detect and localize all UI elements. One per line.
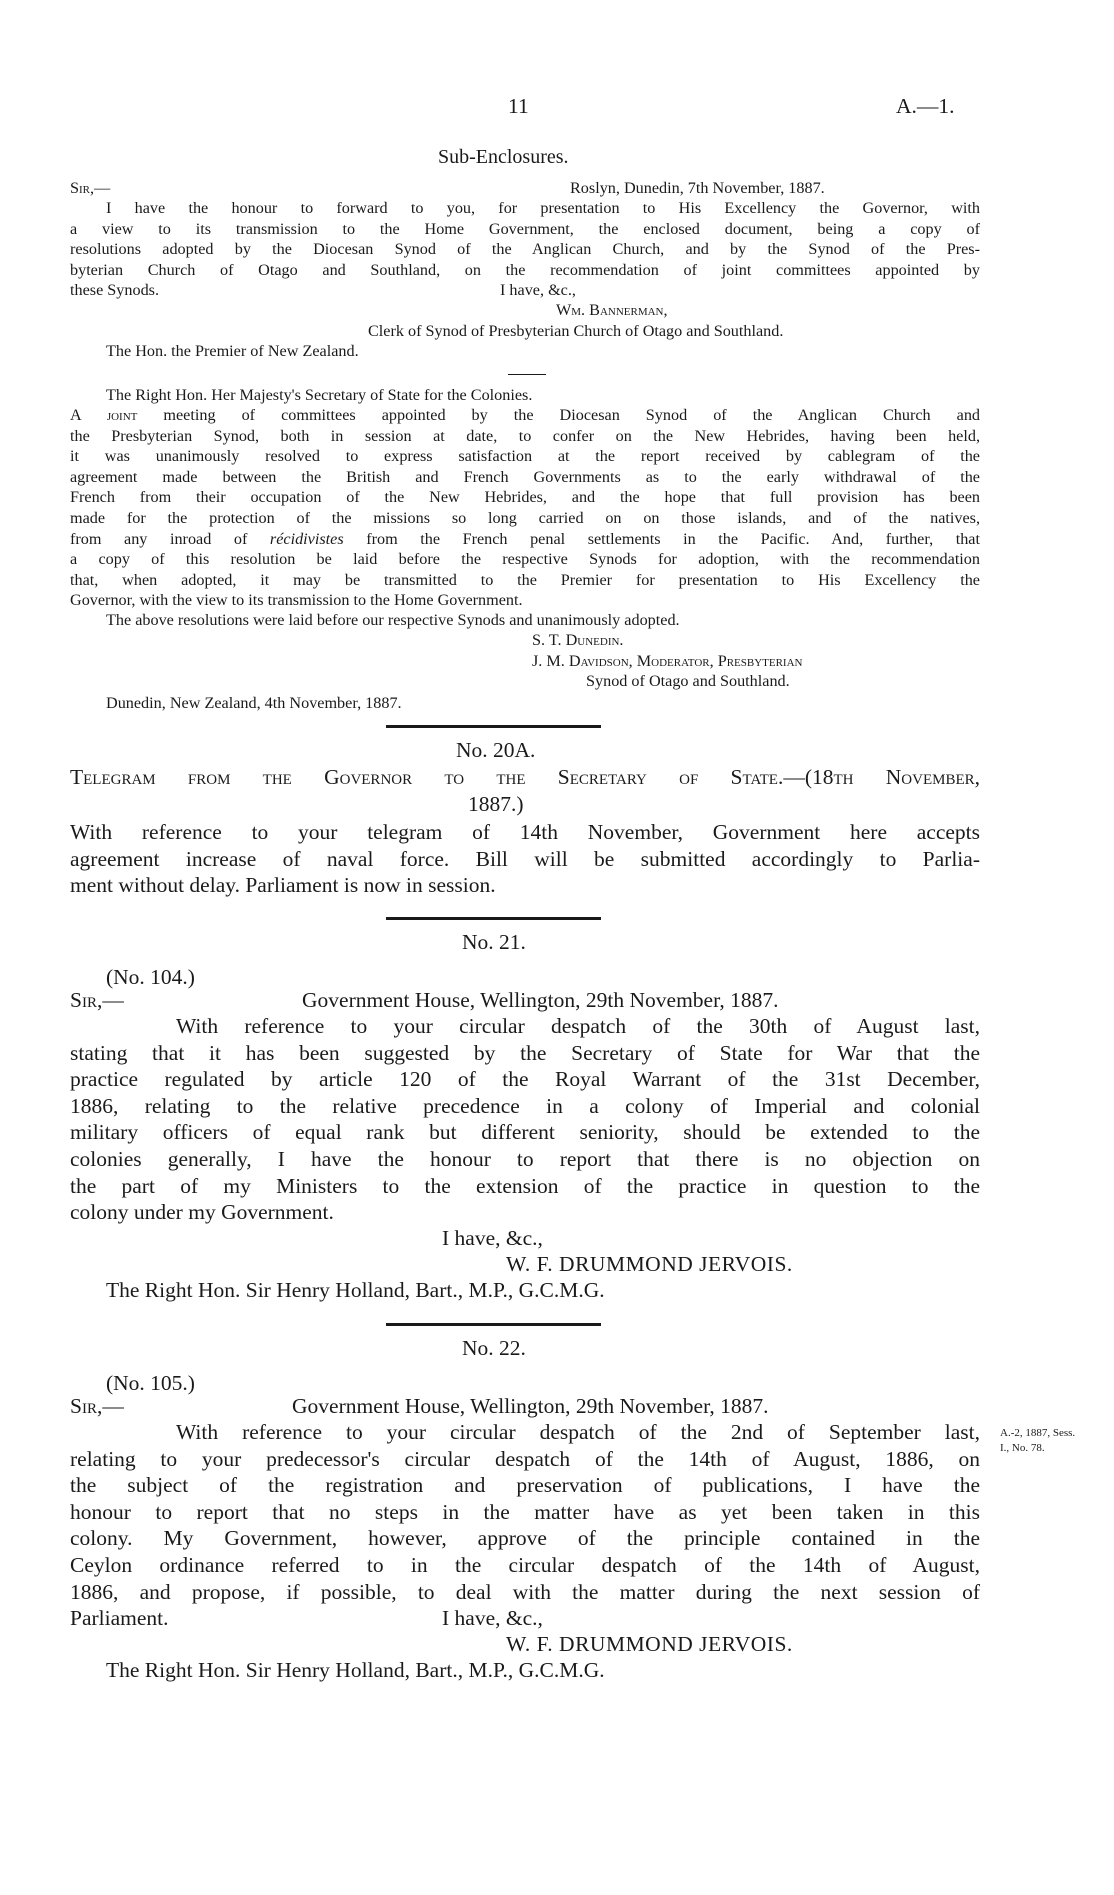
section-number-20a: No. 20A.	[456, 738, 536, 762]
salutation: Sir,—	[70, 1394, 124, 1418]
closing: I have, &c.,	[442, 1606, 543, 1630]
closing: I have, &c.,	[442, 1226, 543, 1250]
salutation: Sir,—	[70, 988, 124, 1012]
body-line: French from their occupation of the New Hebrides, and the hope that full provision has been	[70, 488, 980, 507]
resolution-place-date: Dunedin, New Zealand, 4th November, 1887.	[106, 694, 402, 712]
margin-note: A.-2, 1887, Sess.	[1000, 1427, 1076, 1439]
despatch-last-line: colony under my Government.	[70, 1200, 334, 1224]
body-last-line: these Synods.	[70, 281, 160, 299]
page-number: 11	[508, 94, 529, 118]
telegram-last-line: ment without delay. Parliament is now in session.	[70, 873, 496, 897]
body-line: relating to your predecessor's circular despatch of the 14th of August, 1886, on	[70, 1446, 980, 1471]
adopted-statement: The above resolutions were laid before our respective Synods and unanimously adopted.	[106, 611, 680, 629]
resolution-body	[70, 405, 980, 590]
body-line: With reference to your circular despatch of the 30th of August last,	[176, 1014, 980, 1038]
italic-line	[70, 529, 980, 550]
body-line: With reference to your telegram of 14th November, Government here accepts	[70, 820, 980, 844]
body-line: 1886, relating to the relative precedence in a colony of Imperial and colonial	[70, 1093, 980, 1118]
despatch-last-line: Parliament.	[70, 1606, 169, 1630]
closing: I have, &c.,	[500, 281, 576, 299]
body-line: I have the honour to forward to you, for presentation to His Excellency the Governor, with	[106, 199, 980, 217]
place-date: Roslyn, Dunedin, 7th November, 1887.	[570, 179, 825, 197]
telegram-heading-date: 1887.)	[468, 792, 524, 816]
margin-note: I., No. 78.	[1000, 1442, 1045, 1454]
body-line: agreement increase of naval force. Bill will be submitted accordingly to Parlia-	[70, 846, 980, 871]
body-line: 1886, and propose, if possible, to deal with the matter during the next session of	[70, 1579, 980, 1604]
resolution-first-word: A joint	[70, 406, 138, 424]
body-line: colonies generally, I have the honour to report that there is no objection on	[70, 1146, 980, 1171]
body-line: the Presbyterian Synod, both in session at date, to confer on the New Hebrides, having been held,	[70, 426, 980, 445]
signature-dunedin: S. T. Dunedin.	[532, 631, 624, 649]
signature-davidson-line2: Synod of Otago and Southland.	[586, 672, 790, 690]
sub-enclosures-heading: Sub-Enclosures.	[438, 146, 569, 168]
place-date: Government House, Wellington, 29th November, 1887.	[292, 1394, 769, 1418]
addressee: The Right Hon. Sir Henry Holland, Bart., M.P., G.C.M.G.	[106, 1278, 605, 1302]
body-line: the subject of the registration and preservation of publications, I have the	[70, 1473, 980, 1498]
body-line: made for the protection of the missions so long carried on on those islands, and of the natives,	[70, 508, 980, 527]
body-line: it was unanimously resolved to express satisfaction at the report received by cablegram of the	[70, 447, 980, 466]
section-number-22: No. 22.	[462, 1336, 526, 1360]
signatory-title: Clerk of Synod of Presbyterian Church of Otago and Southland.	[368, 322, 784, 340]
section-rule	[386, 917, 601, 920]
divider	[508, 374, 546, 375]
body-line: a view to its transmission to the Home Government, the enclosed document, being a copy of	[70, 219, 980, 238]
telegram-heading: Telegram from the Governor to the Secretary of State.—(18th November,	[70, 765, 980, 789]
italic-word: récidivistes	[269, 529, 344, 548]
body-line: honour to report that no steps in the matter have as yet been taken in this	[70, 1499, 980, 1524]
body-line: a copy of this resolution be laid before the respective Synods for adoption, with the recommendation	[70, 550, 980, 569]
telegram-body	[70, 819, 980, 872]
body-line: practice regulated by article 120 of the Royal Warrant of the 31st December,	[70, 1067, 980, 1092]
resolution-last-line: Governor, with the view to its transmission to the Home Government.	[70, 591, 523, 609]
body-line: military officers of equal rank but different seniority, should be extended to the	[70, 1120, 980, 1145]
body-line: the part of my Ministers to the extension of the practice in question to the	[70, 1173, 980, 1198]
resolution-first-line-text: meeting of committees appointed by the Diocesan Synod of the Anglican Church and	[163, 406, 981, 424]
body-text: from the French penal settlements in the Pacific. And, further, that	[366, 529, 980, 548]
body-line: resolutions adopted by the Diocesan Synod of the Anglican Church, and by the Synod of the Pres-	[70, 240, 980, 259]
resolution-addressee: The Right Hon. Her Majesty's Secretary of State for the Colonies.	[106, 386, 533, 404]
section-number-21: No. 21.	[462, 930, 526, 954]
body-text: from any inroad of	[70, 529, 248, 548]
signatory: Wm. Bannerman,	[556, 301, 668, 319]
body-line: byterian Church of Otago and Southland, on the recommendation of joint committees appointed by	[70, 260, 980, 279]
addressee: The Right Hon. Sir Henry Holland, Bart., M.P., G.C.M.G.	[106, 1658, 605, 1682]
body-line: Ceylon ordinance referred to in the circular despatch of the 14th of August,	[70, 1552, 980, 1577]
body-line: With reference to your circular despatch of the 2nd of September last,	[176, 1420, 980, 1444]
body-line: that, when adopted, it may be transmitted to the Premier for presentation to His Excellency the	[70, 570, 980, 589]
despatch-number: (No. 105.)	[106, 1371, 195, 1395]
signature: W. F. DRUMMOND JERVOIS.	[506, 1252, 793, 1276]
addressee: The Hon. the Premier of New Zealand.	[106, 342, 359, 360]
despatch-body	[70, 1419, 980, 1605]
body-line: agreement made between the British and French Governments as to the early withdrawal of the	[70, 467, 980, 486]
section-rule	[386, 1323, 601, 1326]
despatch-body	[70, 1013, 980, 1199]
despatch-number: (No. 104.)	[106, 965, 195, 989]
document-reference: A.—1.	[896, 94, 955, 118]
signature: W. F. DRUMMOND JERVOIS.	[506, 1632, 793, 1656]
salutation: Sir,—	[70, 179, 111, 197]
signature-davidson: J. M. Davidson, Moderator, Presbyterian	[532, 652, 803, 670]
resolution-first-line	[70, 405, 980, 426]
place-date: Government House, Wellington, 29th November, 1887.	[302, 988, 779, 1012]
letter-body	[70, 198, 980, 280]
body-line: stating that it has been suggested by the Secretary of State for War that the	[70, 1040, 980, 1065]
section-rule	[386, 725, 601, 728]
body-line: colony. My Government, however, approve of the principle contained in the	[70, 1526, 980, 1551]
